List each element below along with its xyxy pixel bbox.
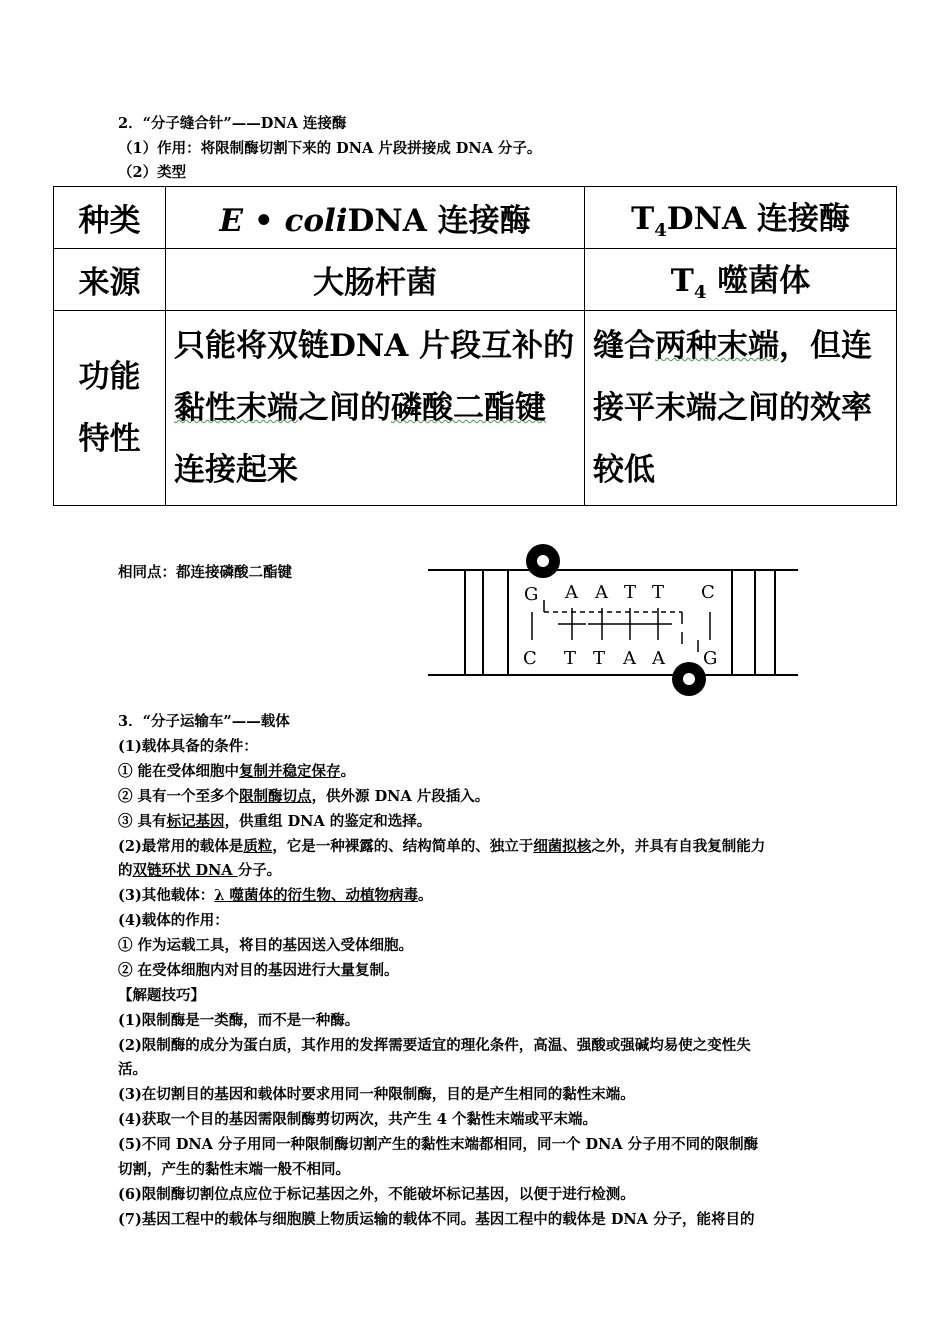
plasmid-line-1: (2)最常用的载体是质粒，它是一种裸露的、结构简单的、独立于细菌拟核之外，并具有自我复制能力 bbox=[118, 838, 766, 855]
table-row-source bbox=[54, 249, 897, 311]
vector-conditions: (1)载体具备的条件： bbox=[118, 738, 258, 755]
base-top-5: C bbox=[701, 582, 715, 603]
header-kind: 种类 bbox=[54, 187, 166, 249]
common-point: 相同点：都连接磷酸二酯键 bbox=[118, 564, 292, 581]
other-vectors: (3)其他载体：λ 噬菌体的衍生物、动植物病毒。 bbox=[118, 887, 433, 904]
tips-title: 【解题技巧】 bbox=[118, 987, 205, 1004]
base-bottom-4: A bbox=[652, 648, 665, 669]
source-ecoli: 大肠杆菌 bbox=[166, 249, 585, 311]
base-top-4: T bbox=[652, 582, 665, 603]
vector-role-heading: (4)载体的作用： bbox=[118, 912, 229, 929]
section2-types: （2）类型 bbox=[118, 164, 187, 181]
header-t4-ligase: $T_4DNA$ 连接酶 bbox=[585, 187, 897, 249]
vector-role-1: ① 作为运载工具，将目的基因送入受体细胞。 bbox=[118, 937, 414, 954]
base-bottom-5: G bbox=[703, 648, 718, 669]
base-bottom-1: T bbox=[564, 648, 577, 669]
function-t4: 缝合两种末端，但连接平末端之间的效率较低 bbox=[585, 311, 897, 506]
base-top-3: T bbox=[624, 582, 637, 603]
header-ecoli-ligase: E • coliDNA 连接酶 bbox=[166, 187, 585, 249]
tip-5-line-2: 切割，产生的黏性末端一般不相同。 bbox=[118, 1161, 350, 1178]
condition-2: ② 具有一个至多个限制酶切点，供外源 DNA 片段插入。 bbox=[118, 788, 490, 805]
top-strand-bases bbox=[524, 582, 715, 605]
tip-6: (6)限制酶切割位点应位于标记基因之外，不能破坏标记基因，以便于进行检测。 bbox=[118, 1186, 635, 1203]
source-label: 来源 bbox=[54, 249, 166, 311]
tip-3: (3)在切割目的基因和载体时要求用同一种限制酶，目的是产生相同的黏性末端。 bbox=[118, 1086, 635, 1103]
table-header-row bbox=[54, 187, 897, 249]
tip-5-line-1: (5)不同 DNA 分子用同一种限制酶切割产生的黏性末端都相同，同一个 DNA 分子用不同的限制酶 bbox=[118, 1136, 759, 1153]
tip-4: (4)获取一个目的基因需限制酶剪切两次，共产生 4 个黏性末端或平末端。 bbox=[118, 1111, 597, 1128]
source-t4: $T_4$ 噬菌体 bbox=[585, 249, 897, 311]
vector-role-2: ② 在受体细胞内对目的基因进行大量复制。 bbox=[118, 962, 399, 979]
ligase-table bbox=[53, 186, 897, 506]
function-ecoli: 只能将双链DNA 片段互补的黏性末端之间的磷酸二酯键连接起来 bbox=[166, 311, 585, 506]
tip-2-line-1: (2)限制酶的成分为蛋白质，其作用的发挥需要适宜的理化条件，高温、强酸或强碱均易使之变性失 bbox=[118, 1037, 751, 1054]
condition-1: ① 能在受体细胞中复制并稳定保存。 bbox=[118, 763, 356, 780]
base-bottom-2: T bbox=[593, 648, 606, 669]
dna-ligation-diagram bbox=[420, 540, 810, 700]
plasmid-line-2: 的双链环状 DNA 分子。 bbox=[118, 862, 282, 879]
tip-2-line-2: 活。 bbox=[118, 1061, 147, 1078]
base-top-2: A bbox=[595, 582, 608, 603]
condition-3: ③ 具有标记基因，供重组 DNA 的鉴定和选择。 bbox=[118, 813, 432, 830]
table-row-function bbox=[54, 311, 897, 506]
base-bottom-0: C bbox=[523, 648, 537, 669]
section2-function: （1）作用：将限制酶切割下来的 DNA 片段拼接成 DNA 分子。 bbox=[118, 140, 542, 157]
base-top-0: G bbox=[524, 584, 539, 605]
base-top-1: A bbox=[565, 582, 578, 603]
base-bottom-3: A bbox=[623, 648, 636, 669]
tip-7: (7)基因工程中的载体与细胞膜上物质运输的载体不同。基因工程中的载体是 DNA 分子，能将目的 bbox=[118, 1211, 755, 1228]
function-label: 功能 特性 bbox=[54, 311, 166, 506]
tip-1: (1)限制酶是一类酶，而不是一种酶。 bbox=[118, 1012, 360, 1029]
section2-heading: 2．“分子缝合针”——DNA 连接酶 bbox=[118, 115, 347, 132]
section3-heading: 3．“分子运输车”——载体 bbox=[118, 713, 290, 730]
